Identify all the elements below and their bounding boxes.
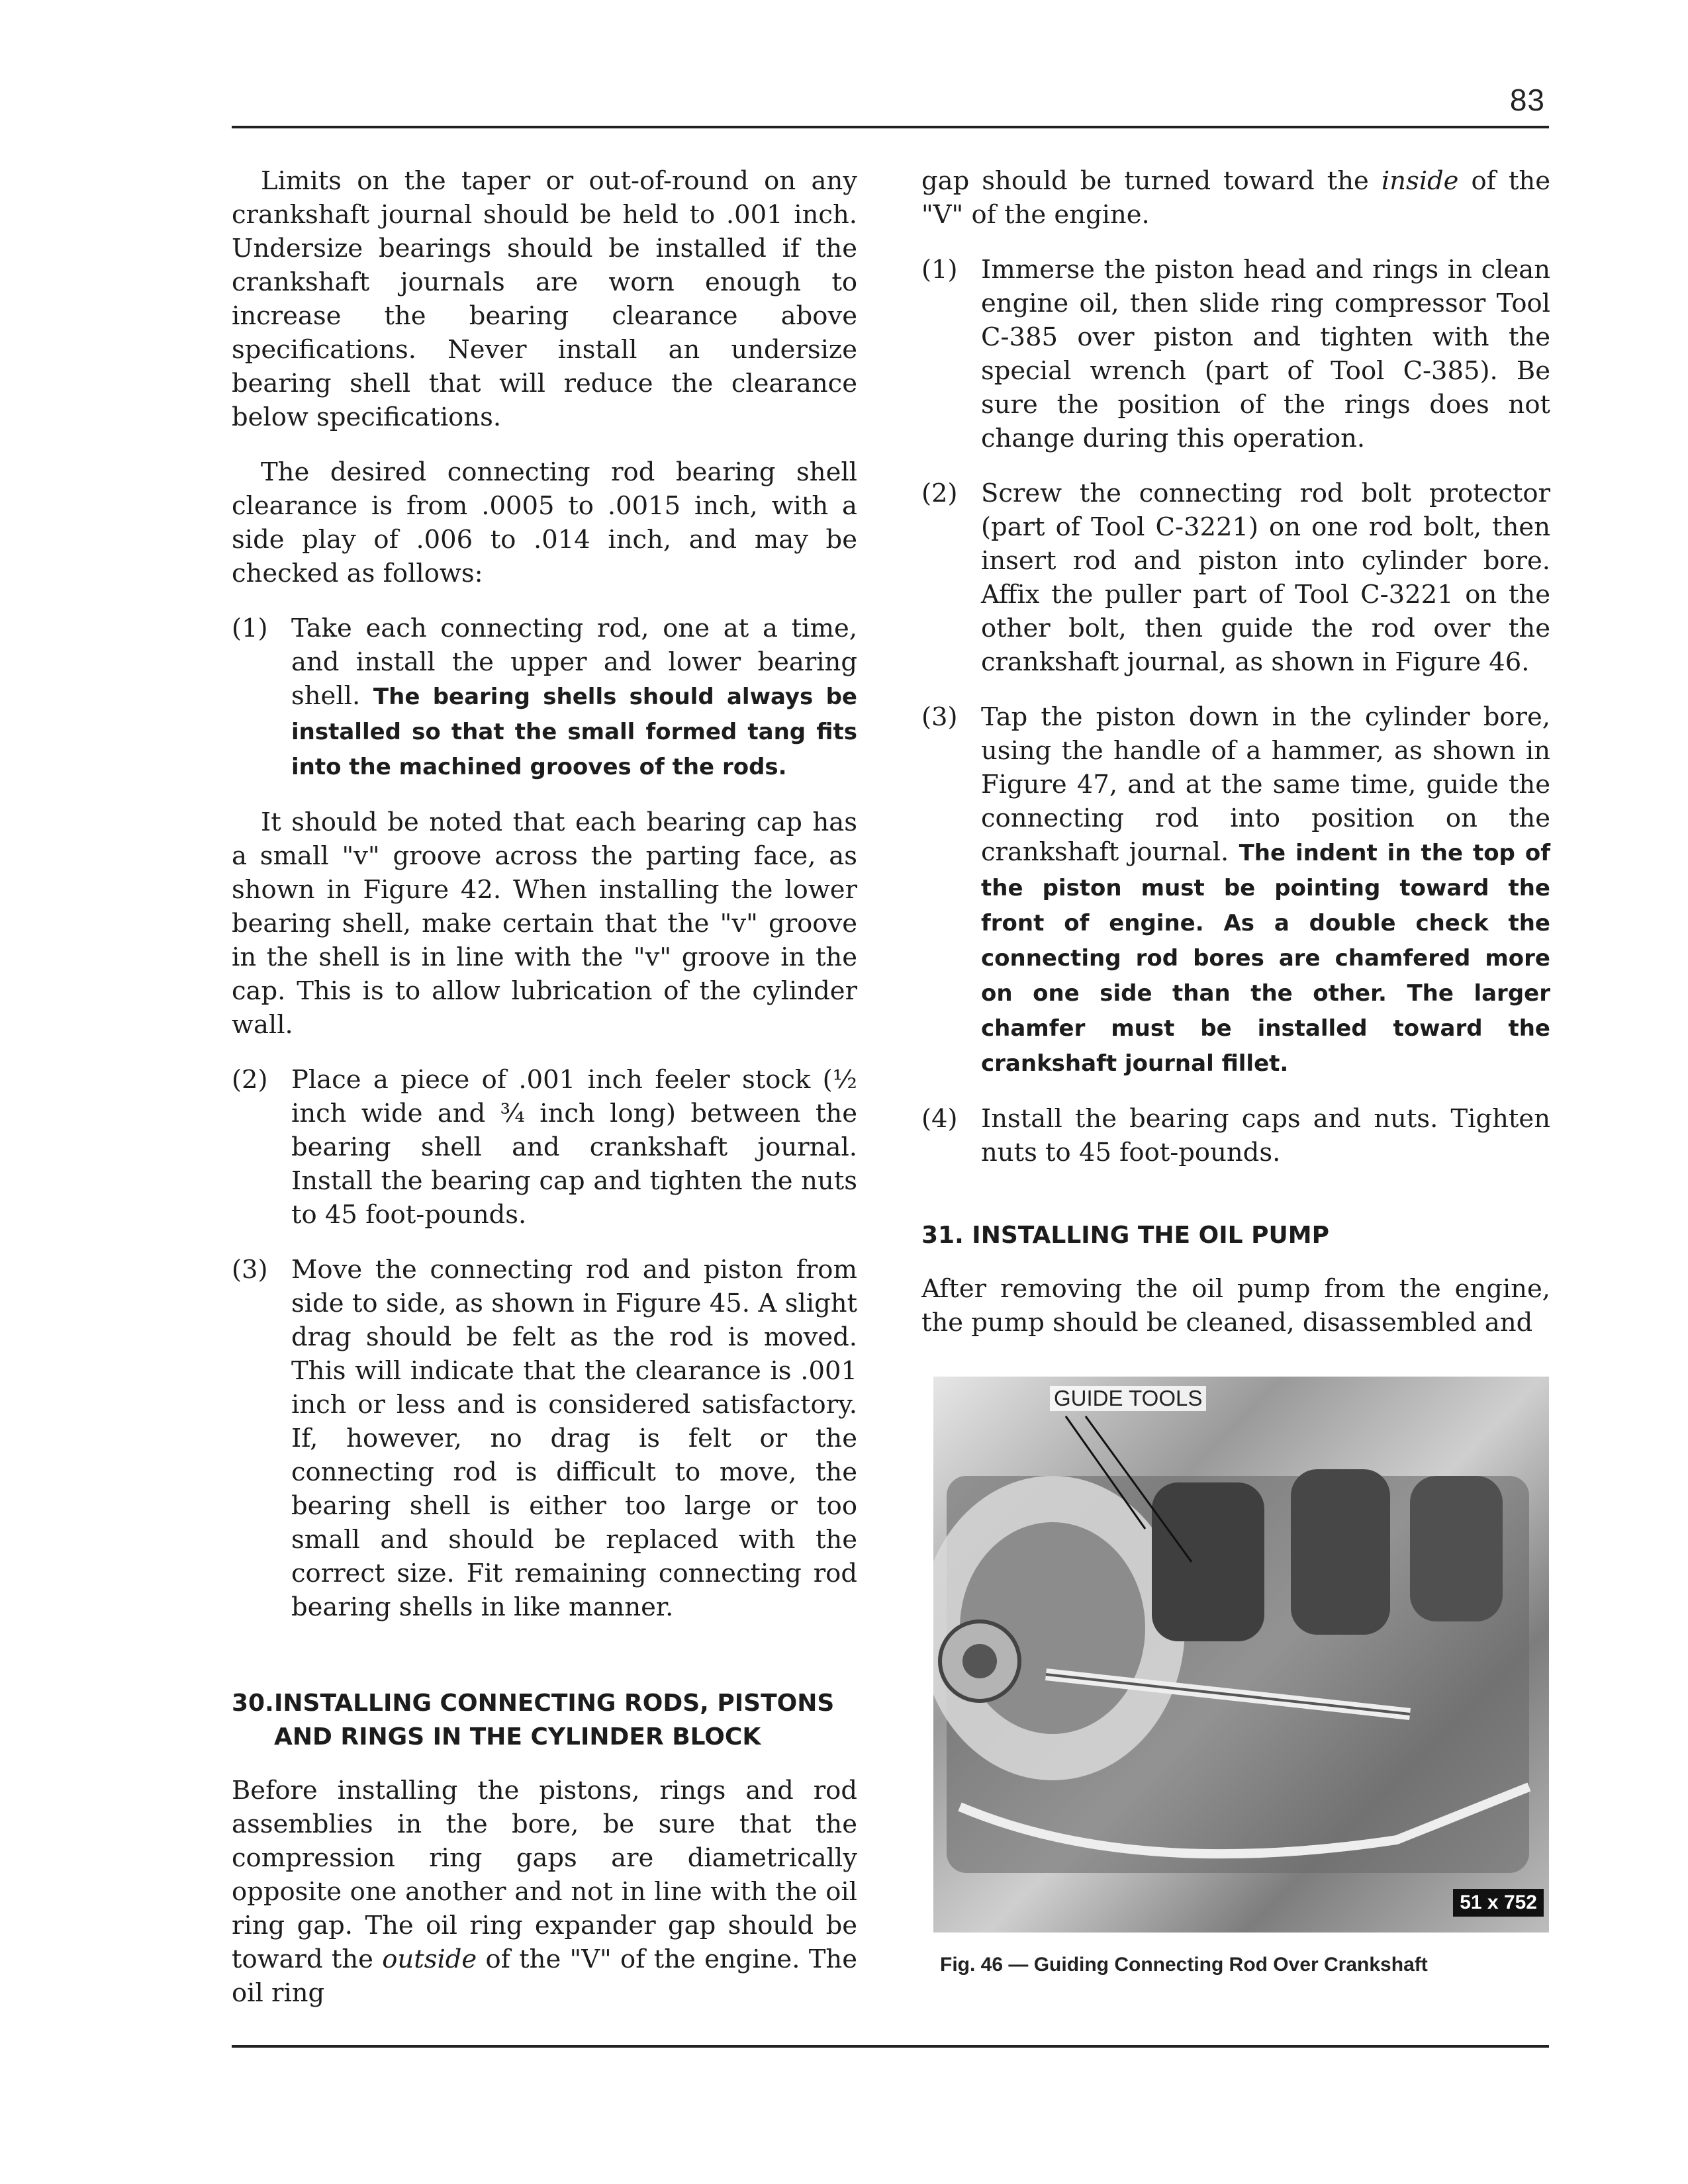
section-30-heading [232,1686,857,1754]
step-2-bolt-protector [921,477,1550,679]
step-bold-note: The bearing shells should always be installed so that the small formed tang fits into the machined grooves of the rods. [291,684,857,780]
section-31-heading: 31. INSTALLING THE OIL PUMP [921,1222,1329,1249]
step-1-immerse-piston [921,253,1550,455]
paragraph-limits: Limits on the taper or out-of-round on any crankshaft journal should be held to .001 inch. Undersize bearings should be installed if the crankshaft journals are worn enough to increase the bearing clearance above specifications. Never install an undersize bearing shell that will reduce the clearance below specifications. [232,166,857,432]
step-text: Screw the connecting rod bolt protector (part of Tool C-3221) on one rod bolt, then insert rod and piston into cylinder bore. Affix the puller part of Tool C-3221 on the other bolt, then guide the rod over the crankshaft journal, as shown in Figure 46. [981,478,1550,677]
step-text: Immerse the piston head and rings in clean engine oil, then slide ring compressor Tool C-385 over piston and tighten with the special wrench (part of Tool C-385). Be sure the position of the rings does not change during this operation. [981,255,1550,453]
step-1-install-shells [232,612,857,784]
page-number: 83 [1509,83,1545,117]
step-number: (3) [232,1255,268,1285]
step-text: Tap the piston down in the cylinder bore, using the handle of a hammer, as shown in Figure 47, and at the same time, guide the connecting rod into position on the crankshaft journal. [981,702,1550,867]
emphasis-outside: outside [382,1944,477,1974]
footer-rule [232,2045,1549,2048]
step-number: (4) [921,1104,958,1134]
header-rule [232,126,1549,128]
text-segment: Before installing the pistons, rings and rod assemblies in the bore, be sure that the compression ring gaps are diametrically opposite one another and not in line with the oil ring gap. The oil ring expander gap should be toward the [232,1776,857,1974]
emphasis-inside: inside [1381,166,1459,196]
paragraph-ring-gaps [232,1774,857,2010]
step-3-side-to-side [232,1253,857,1624]
section-number: 30. [232,1690,274,1717]
figure-reference-tag: 51 x 752 [1453,1889,1544,1917]
paragraph-v-groove: It should be noted that each bearing cap has a small "v" groove across the parting face, as shown in Figure 42. When installing the lower bearing shell, make certain that the "v" groove in the shell is in line with the "v" groove in the cap. This is to allow lubrication of the cylinder wall. [232,807,857,1040]
step-number: (1) [921,255,958,285]
right-column [921,164,1550,1361]
figure-crankshaft-photo [933,1377,1549,1933]
step-number: (2) [232,1065,268,1095]
section-title: INSTALLING CONNECTING RODS, PISTONS AND RINGS IN THE CYLINDER BLOCK [274,1690,835,1751]
text-segment: gap should be turned toward the [921,166,1369,196]
step-4-bearing-caps [921,1102,1550,1169]
step-3-tap-piston [921,700,1550,1081]
paragraph-oil-pump: After removing the oil pump from the engine, the pump should be cleaned, disassembled and [921,1274,1550,1338]
step-text: Place a piece of .001 inch feeler stock (½ inch wide and ¾ inch long) between the bearing shell and crankshaft journal. Install the bearing cap and tighten the nuts to 45 foot-pounds. [291,1065,857,1230]
step-number: (3) [921,702,958,732]
step-text: Install the bearing caps and nuts. Tighten nuts to 45 foot-pounds. [981,1104,1550,1167]
engine-illustration [933,1377,1549,1933]
step-number: (1) [232,614,268,643]
step-text: Take each connecting rod, one at a time, and install the upper and lower bearing shell. [291,614,857,711]
step-bold-note: The indent in the top of the piston must be pointing toward the front of engine. As a double check the connecting rod bores are chamfered more on one side than the other. The larger chamfer must be installed toward the crankshaft journal fillet. [981,840,1550,1077]
paragraph-clearance: The desired connecting rod bearing shell clearance is from .0005 to .0015 inch, with a side play of .006 to .014 inch, and may be checked as follows: [232,457,857,588]
step-number: (2) [921,478,958,508]
paragraph-gap-inside [921,164,1550,232]
left-column [232,164,857,2031]
text-segment: of the "V" of the engine. The oil ring [232,1944,857,2008]
figure-caption: Fig. 46 — Guiding Connecting Rod Over Crankshaft [940,1954,1428,1976]
step-text: Move the connecting rod and piston from side to side, as shown in Figure 45. A slight drag should be felt as the rod is moved. This will indicate that the clearance is .001 inch or less and is considered satisfactory. If, however, no drag is felt or the connecting rod is difficult to move, the bearing shell is either too large or too small and should be replaced with the correct size. Fit remaining connecting rod bearing shells in like manner. [291,1255,857,1622]
step-2-feeler-stock [232,1063,857,1232]
figure-label-guide-tools: GUIDE TOOLS [1050,1386,1206,1411]
text-segment: of the "V" of the engine. [921,166,1551,230]
